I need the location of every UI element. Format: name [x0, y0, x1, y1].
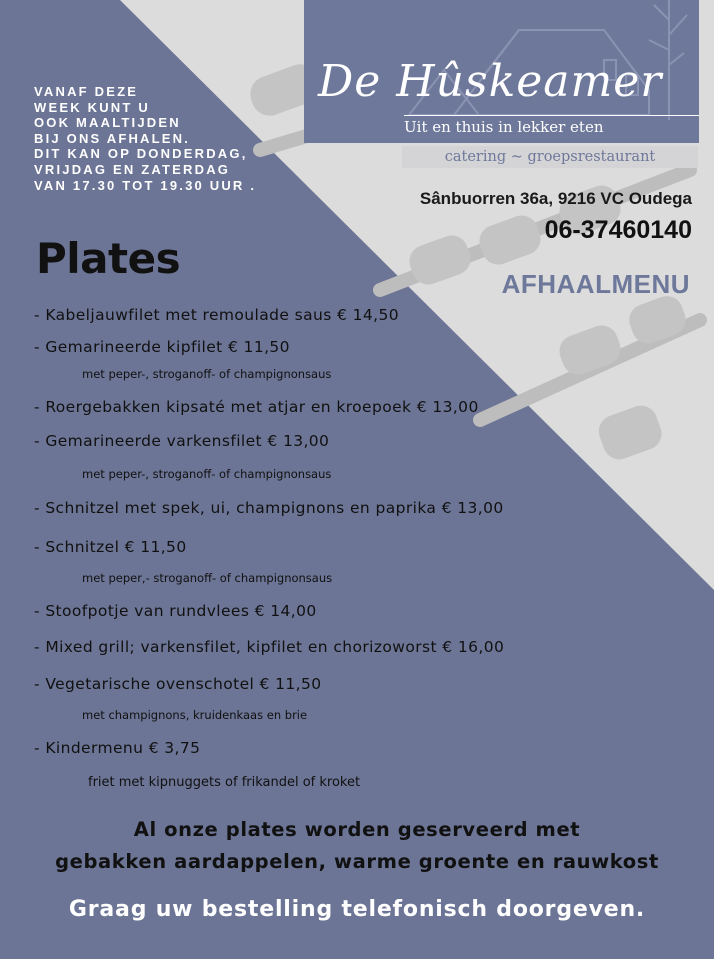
- address: Sânbuorren 36a, 9216 VC Oudega: [419, 189, 692, 208]
- served-with-text: [0, 814, 714, 878]
- served-line-2: gebakken aardappelen, warme groente en rauwkost: [55, 850, 659, 873]
- intro-line: VRIJDAG EN ZATERDAG: [34, 161, 231, 177]
- intro-line: VANAF DEZE: [34, 84, 139, 99]
- menu-item-note: met peper,- stroganoff- of champignonsaus: [82, 571, 333, 585]
- menu-item-note: friet met kipnuggets of frikandel of kroket: [88, 775, 361, 790]
- intro-line: WEEK KUNT U: [34, 99, 150, 115]
- menu-item: - Vegetarische ovenschotel € 11,50: [34, 675, 322, 693]
- intro-line: VAN 17.30 TOT 19.30 UUR .: [34, 177, 257, 193]
- menu-item: - Kindermenu € 3,75: [34, 739, 201, 757]
- menu-item: - Schnitzel met spek, ui, champignons en paprika € 13,00: [34, 499, 504, 517]
- menu-item: - Gemarineerde kipfilet € 11,50: [34, 338, 290, 356]
- intro-text: [34, 84, 256, 193]
- intro-line: OOK MAALTIJDEN: [34, 115, 181, 131]
- phone-number: 06-37460140: [544, 216, 692, 244]
- menu-item: - Mixed grill; varkensfilet, kipfilet en chorizoworst € 16,00: [34, 638, 505, 656]
- menu-item: - Stoofpotje van rundvlees € 14,00: [34, 602, 317, 620]
- plates-heading: Plates: [36, 234, 181, 283]
- order-note: Graag uw bestelling telefonisch doorgeven.: [68, 897, 646, 922]
- menu-item: - Schnitzel € 11,50: [34, 538, 187, 556]
- menu-item-note: met peper-, stroganoff- of champignonsaus: [82, 367, 332, 381]
- intro-line: DIT KAN OP DONDERDAG,: [34, 146, 248, 162]
- menu-item-note: met peper-, stroganoff- of champignonsaus: [82, 467, 332, 481]
- menu-title: AFHAALMENU: [501, 269, 690, 299]
- menu-item: - Gemarineerde varkensfilet € 13,00: [34, 432, 330, 450]
- menu-item-note: met champignons, kruidenkaas en brie: [82, 708, 308, 722]
- intro-line: BIJ ONS AFHALEN.: [34, 130, 191, 146]
- menu-item: - Roergebakken kipsaté met atjar en kroepoek € 13,00: [34, 398, 479, 416]
- logo-name: De Hûskeamer: [318, 56, 663, 107]
- logo-tagline: Uit en thuis in lekker eten: [404, 115, 699, 136]
- served-line-1: Al onze plates worden geserveerd met: [133, 818, 581, 841]
- menu-item: - Kabeljauwfilet met remoulade saus € 14,50: [34, 306, 399, 324]
- logo-subline: catering ~ groepsrestaurant: [402, 146, 698, 168]
